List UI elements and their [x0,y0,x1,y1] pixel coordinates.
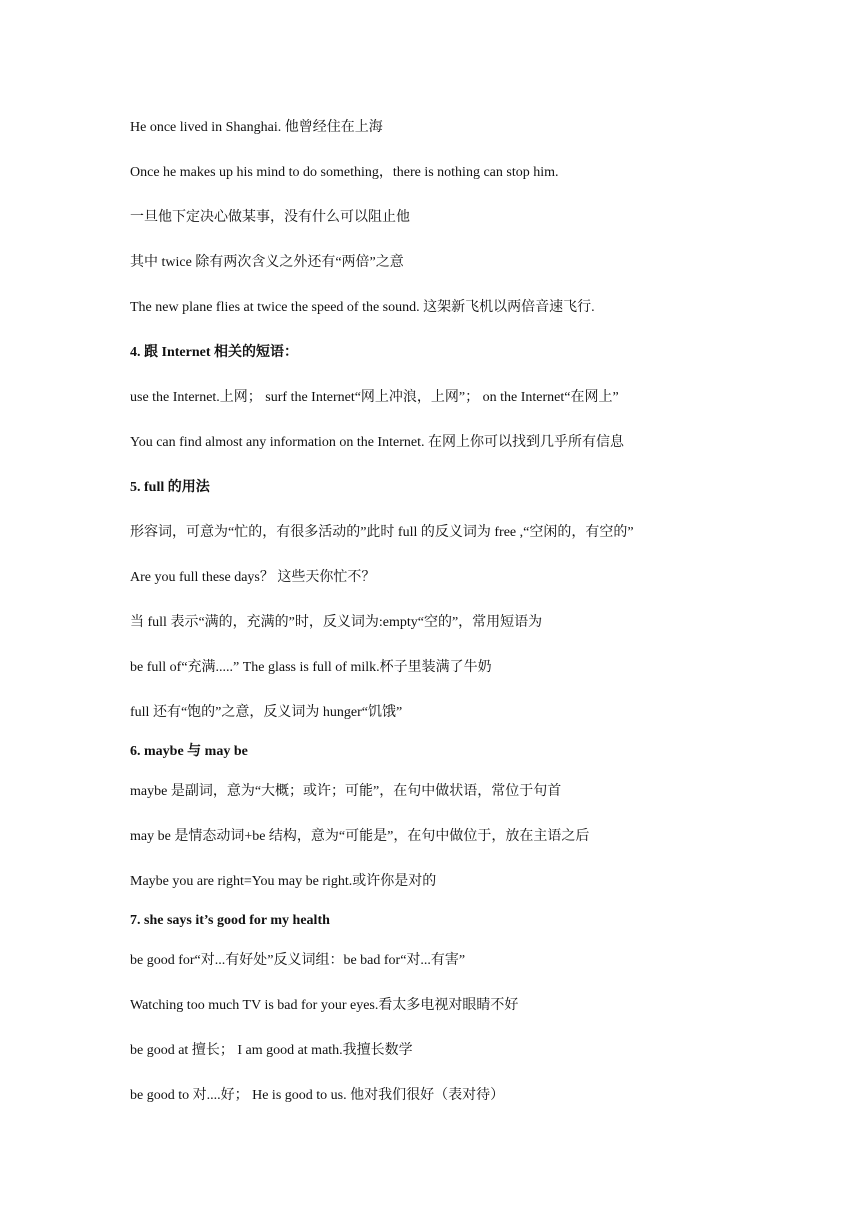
text-line: Are you full these days？ 这些天你忙不？ [130,570,376,585]
section-heading: 4. 跟 Internet 相关的短语： [130,345,298,360]
text-line: You can find almost any information on the Internet. 在网上你可以找到几乎所有信息 [130,435,624,450]
text-line: use the Internet.上网； surf the Internet“网上冲浪，上网”； on the Internet“在网上” [130,390,619,405]
text-line: be good at 擅长； I am good at math.我擅长数学 [130,1043,413,1058]
text-line: Once he makes up his mind to do something，there is nothing can stop him. [130,165,559,180]
text-line: be good to 对....好； He is good to us. 他对我们很好（表对待） [130,1088,505,1103]
text-line: be good for“对...有好处”反义词组：be bad for“对...有害” [130,953,466,968]
section-heading: 7. she says it’s good for my health [130,913,330,928]
text-line: 当 full 表示“满的，充满的”时，反义词为:empty“空的”，常用短语为 [130,615,543,630]
text-line: The new plane flies at twice the speed of the sound. 这架新飞机以两倍音速飞行. [130,300,595,315]
text-line: 其中 twice 除有两次含义之外还有“两倍”之意 [130,255,404,270]
text-line: Watching too much TV is bad for your eyes.看太多电视对眼睛不好 [130,998,519,1013]
text-line: maybe 是副词，意为“大概；或许；可能”，在句中做状语，常位于句首 [130,784,562,799]
text-line: He once lived in Shanghai. 他曾经住在上海 [130,120,383,135]
text-line: be full of“充满.....” The glass is full of milk.杯子里装满了牛奶 [130,660,492,675]
text-line: 一旦他下定决心做某事，没有什么可以阻止他 [130,210,410,225]
section-heading: 6. maybe 与 may be [130,744,248,759]
section-heading: 5. full 的用法 [130,480,210,495]
text-line: may be 是情态动词+be 结构，意为“可能是”，在句中做位于，放在主语之后 [130,829,590,844]
text-line: Maybe you are right=You may be right.或许你是对的 [130,874,437,889]
text-line: full 还有“饱的”之意，反义词为 hunger“饥饿” [130,705,403,720]
text-line: 形容词，可意为“忙的，有很多活动的”此时 full 的反义词为 free ,“空闲的，有空的” [130,525,634,540]
